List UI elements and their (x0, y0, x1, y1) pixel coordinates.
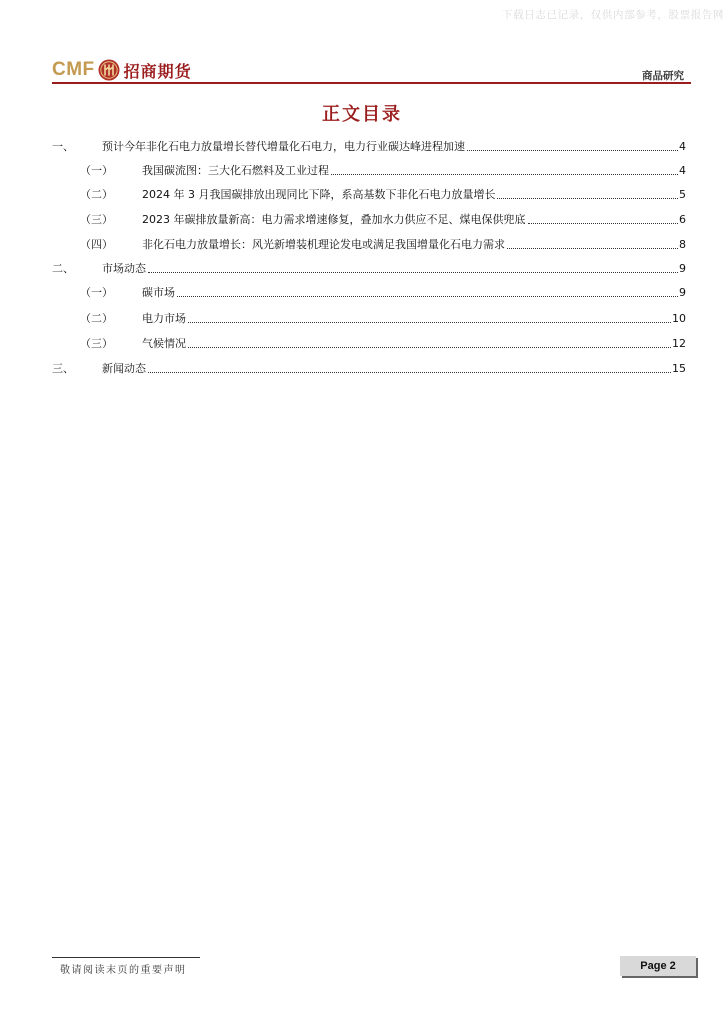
toc-dot-leader (177, 295, 678, 297)
toc-entry-title: 2024 年 3 月我国碳排放出现同比下降，系高基数下非化石电力放量增长 (142, 188, 496, 201)
toc-dot-leader (148, 271, 678, 273)
toc-entry-title: 我国碳流图：三大化石燃料及工业过程 (142, 164, 329, 177)
toc-entry-title: 气候情况 (142, 337, 186, 350)
toc-entry[interactable] (52, 163, 686, 179)
toc-entry-number: （四） (80, 238, 113, 251)
toc-entry[interactable] (52, 336, 686, 352)
section-label: 商品研究 (642, 70, 684, 82)
toc-entry-page: 4 (679, 140, 686, 153)
toc-dot-leader (188, 346, 671, 348)
toc-entry-number: （一） (80, 286, 113, 299)
toc-entry-number: （一） (80, 164, 113, 177)
logo-text-en: CMF (52, 59, 95, 80)
toc-entry-title: 新闻动态 (102, 362, 146, 375)
toc-dot-leader (467, 149, 678, 151)
toc-entry-number: （三） (80, 337, 113, 350)
toc-entry-page: 9 (679, 286, 686, 299)
toc-dot-leader (497, 197, 678, 199)
toc-entry-title: 2023 年碳排放量新高：电力需求增速修复，叠加水力供应不足、煤电保供兜底 (142, 213, 526, 226)
toc-entry[interactable] (52, 361, 686, 377)
toc-entry-page: 9 (679, 262, 686, 275)
toc-entry-title: 预计今年非化石电力放量增长替代增量化石电力，电力行业碳达峰进程加速 (102, 140, 465, 153)
toc-entry-page: 8 (679, 238, 686, 251)
toc-entry-number: 一、 (52, 140, 74, 153)
toc-title: 正文目录 (322, 104, 402, 125)
watermark-text: 下载日志已记录，仅供内部参考，股票报告网 (502, 9, 724, 21)
toc-entry-number: （二） (80, 312, 113, 325)
toc-entry-title: 电力市场 (142, 312, 186, 325)
toc-entry-number: 二、 (52, 262, 74, 275)
page-number-badge: Page 2 (620, 956, 696, 976)
toc-entry-number: （三） (80, 213, 113, 226)
toc-entry-page: 12 (672, 337, 686, 350)
toc-entry-number: （二） (80, 188, 113, 201)
toc-entry-page: 10 (672, 312, 686, 325)
footer-divider (52, 957, 200, 958)
toc-dot-leader (331, 173, 678, 175)
toc-entry-page: 4 (679, 164, 686, 177)
toc-entry-number: 三、 (52, 362, 74, 375)
company-logo (52, 58, 192, 82)
logo-emblem-icon (98, 59, 120, 81)
toc-entry-title: 非化石电力放量增长：风光新增装机理论发电或满足我国增量化石电力需求 (142, 238, 505, 251)
toc-entry[interactable] (52, 139, 686, 155)
toc-entry[interactable] (52, 237, 686, 253)
toc-entry[interactable] (52, 261, 686, 277)
toc-dot-leader (148, 371, 671, 373)
toc-entry[interactable] (52, 311, 686, 327)
toc-dot-leader (528, 222, 679, 224)
toc-entry-page: 15 (672, 362, 686, 375)
toc-entry-title: 碳市场 (142, 286, 175, 299)
toc-entry-page: 5 (679, 188, 686, 201)
toc-dot-leader (188, 321, 671, 323)
toc-entry[interactable] (52, 285, 686, 301)
toc-entry[interactable] (52, 187, 686, 203)
footer-disclaimer: 敬请阅读末页的重要声明 (60, 965, 187, 976)
logo-text-cn: 招商期货 (123, 61, 192, 81)
toc-entry[interactable] (52, 212, 686, 228)
toc-dot-leader (507, 247, 678, 249)
toc-entry-page: 6 (679, 213, 686, 226)
header-divider (52, 82, 691, 84)
toc-entry-title: 市场动态 (102, 262, 146, 275)
